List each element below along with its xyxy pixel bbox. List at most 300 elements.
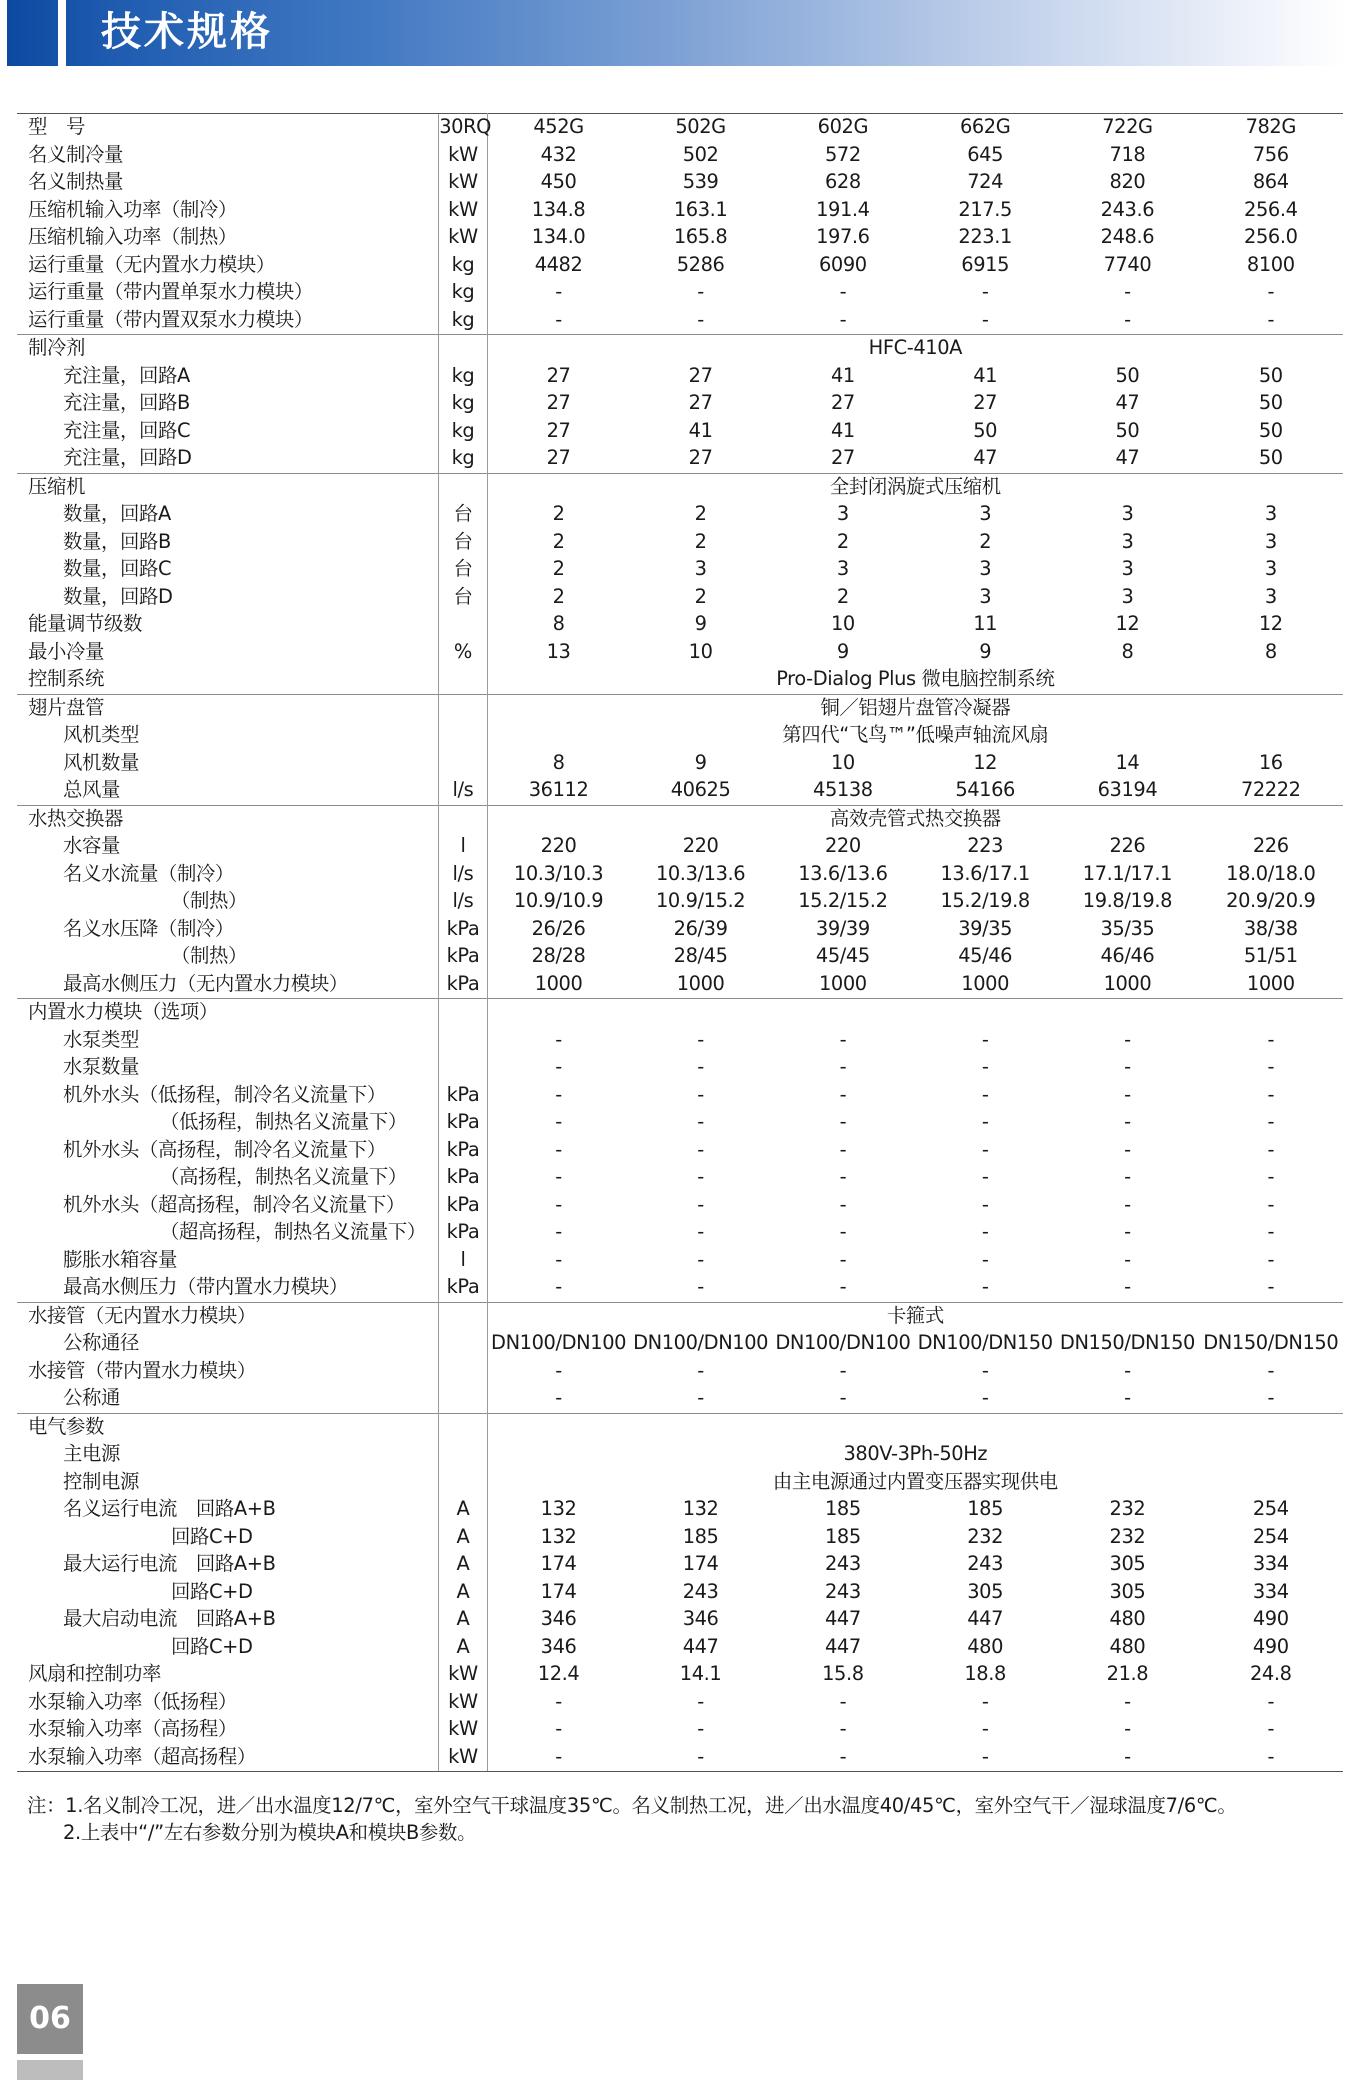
value-cell: -: [697, 1110, 704, 1134]
value-cell: 50: [1258, 363, 1283, 387]
value-cell: 10: [688, 639, 713, 663]
value-cell: 3: [979, 557, 992, 581]
value-cell: -: [555, 280, 562, 304]
value-cell: 1000: [961, 971, 1010, 995]
table-row: [17, 639, 1343, 667]
row-shared-value: 全封闭涡旋式压缩机: [487, 473, 1343, 501]
row-label: 名义制热量: [28, 170, 123, 194]
row-shared-value: 由主电源通过内置变压器实现供电: [772, 1469, 1058, 1493]
value-cell: -: [1267, 1027, 1275, 1051]
row-label: 名义制冷量: [28, 142, 123, 166]
value-cell: 18.8: [964, 1662, 1006, 1686]
value-cell: 163.1: [673, 197, 728, 221]
row-label: 风机类型: [63, 723, 139, 747]
value-cell: -: [839, 1027, 847, 1051]
value-cell: 132: [682, 1497, 719, 1521]
value-cell: -: [1124, 1165, 1131, 1189]
value-cell: -: [981, 307, 989, 331]
value-cell: -: [839, 307, 847, 331]
value-cell: -: [1267, 1110, 1275, 1134]
row-label: 风机数量: [63, 750, 139, 774]
value-cell: 185: [824, 1497, 861, 1521]
table-row: [17, 888, 1343, 916]
table-row: [17, 197, 1343, 225]
row-unit: A: [439, 1579, 487, 1607]
row-label: 主电源: [63, 1442, 120, 1466]
value-cell: -: [1267, 1055, 1275, 1079]
value-cell: 226: [1252, 834, 1289, 858]
table-row: [17, 1082, 1343, 1110]
value-cell: [1056, 1413, 1198, 1441]
table-row: [17, 1524, 1343, 1552]
table-row: [17, 1606, 1343, 1634]
row-unit: kg: [439, 363, 487, 391]
value-cell: [772, 1413, 914, 1441]
row-shared-value: HFC-410A: [487, 335, 1343, 363]
value-cell: 13.6/17.1: [940, 861, 1030, 885]
value-cell: 21.8: [1106, 1662, 1149, 1686]
value-cell: 3: [836, 557, 849, 581]
value-cell: 2: [552, 584, 565, 608]
value-cell: -: [839, 1192, 847, 1216]
table-row: [17, 1302, 1343, 1330]
row-label: 控制电源: [63, 1469, 139, 1493]
value-cell: 50: [1258, 446, 1283, 470]
value-cell: 1000: [676, 971, 725, 995]
row-label: 水接管（带内置水力模块）: [28, 1358, 256, 1382]
value-cell: 51/51: [1243, 944, 1298, 968]
value-cell: -: [981, 1689, 989, 1713]
value-cell: 2: [836, 529, 849, 553]
row-unit: kg: [439, 279, 487, 307]
value-cell: 645: [967, 142, 1004, 166]
value-cell: -: [839, 1386, 847, 1410]
row-unit: [439, 666, 487, 694]
value-cell: -: [772, 1744, 914, 1772]
row-unit: [439, 611, 487, 639]
row-label: 机外水头（高扬程，制冷名义流量下）: [63, 1137, 386, 1161]
value-cell: 248.6: [1100, 225, 1155, 249]
table-row: [17, 1219, 1343, 1247]
value-cell: 2: [552, 557, 565, 581]
value-cell: 41: [830, 363, 855, 387]
row-label: 充注量，回路A: [63, 363, 190, 387]
row-unit: kg: [439, 390, 487, 418]
row-unit: kW: [439, 1689, 487, 1717]
value-cell: -: [697, 1358, 704, 1382]
value-cell: -: [555, 1192, 562, 1216]
table-row: [17, 335, 1343, 363]
value-cell: 3: [1121, 584, 1134, 608]
value-cell: -: [839, 1247, 847, 1271]
value-cell: 50: [973, 418, 998, 442]
value-cell: 10.3/13.6: [655, 861, 746, 885]
value-cell: -: [981, 1275, 989, 1299]
value-cell: 134.8: [531, 197, 586, 221]
row-unit: [439, 1302, 487, 1330]
value-cell: 132: [540, 1497, 577, 1521]
row-label: 内置水力模块（选项）: [17, 999, 439, 1027]
value-cell: -: [981, 1082, 989, 1106]
value-cell: 3: [1264, 502, 1277, 526]
table-row: [17, 307, 1343, 335]
value-cell: 27: [546, 363, 571, 387]
row-unit: 台: [439, 584, 487, 612]
table-row: [17, 1496, 1343, 1524]
table-row: [17, 666, 1343, 694]
value-cell: 539: [682, 170, 719, 194]
value-cell: 226: [1109, 834, 1146, 858]
page-title: 技术规格: [101, 9, 273, 55]
row-unit: [439, 694, 487, 722]
row-label: （制热）: [171, 889, 247, 913]
value-cell: -: [1267, 1082, 1275, 1106]
value-cell: -: [1267, 1247, 1275, 1271]
value-cell: [1199, 999, 1343, 1027]
value-cell: 9: [694, 750, 707, 774]
value-cell: -: [839, 1082, 847, 1106]
row-shared-value: 铜／铝翅片盘管冷凝器: [487, 694, 1343, 722]
table-row: [17, 1027, 1343, 1055]
value-cell: 3: [1264, 529, 1277, 553]
value-cell: 8: [552, 612, 565, 636]
value-cell: 47: [973, 446, 998, 470]
value-cell: -: [981, 1220, 989, 1244]
value-cell: -: [981, 1358, 989, 1382]
row-label: 公称通径: [63, 1331, 139, 1355]
value-cell: 39/35: [958, 916, 1013, 940]
table-row: [17, 833, 1343, 861]
value-cell: -: [1267, 280, 1275, 304]
value-cell: 50: [1115, 418, 1140, 442]
row-unit: [439, 1413, 487, 1441]
value-cell: 26/26: [531, 916, 586, 940]
value-cell: -: [697, 1192, 704, 1216]
value-cell: 10: [830, 612, 855, 636]
value-cell: -: [839, 1055, 847, 1079]
value-cell: 2: [979, 529, 992, 553]
row-label: 最高水侧压力（无内置水力模块）: [63, 971, 348, 995]
value-cell: 24.8: [1250, 1662, 1292, 1686]
row-label: 压缩机输入功率（制热）: [28, 225, 237, 249]
value-cell: 346: [540, 1634, 577, 1658]
footnote-1: 注：1.名义制冷工况，进／出水温度12/7℃，室外空气干球温度35℃。名义制热工况，进／出水温度40/45℃，室外空气干／湿球温度7/6℃。: [27, 1794, 1237, 1817]
value-cell: 27: [688, 391, 713, 415]
value-cell: 3: [694, 557, 707, 581]
value-cell: -: [1124, 1192, 1131, 1216]
value-cell: -: [555, 1055, 562, 1079]
value-cell: -: [1124, 1717, 1131, 1741]
value-cell: -: [981, 1055, 989, 1079]
value-cell: -: [697, 1717, 704, 1741]
value-cell: 724: [967, 170, 1004, 194]
row-unit: kPa: [439, 1192, 487, 1220]
value-cell: 27: [830, 391, 855, 415]
value-cell: -: [1124, 1137, 1131, 1161]
row-unit: kPa: [439, 1137, 487, 1165]
value-cell: 46/46: [1100, 944, 1155, 968]
value-cell: 12: [1258, 612, 1283, 636]
table-row: [17, 1441, 1343, 1469]
value-cell: 8100: [1246, 252, 1295, 276]
value-cell: 47: [1115, 446, 1140, 470]
row-unit: [439, 1385, 487, 1413]
value-cell: -: [555, 307, 562, 331]
value-cell: -: [839, 1165, 847, 1189]
value-cell: -: [697, 1275, 704, 1299]
value-cell: 243: [967, 1552, 1004, 1576]
value-cell: -: [1267, 1192, 1275, 1216]
value-cell: 50: [1115, 363, 1140, 387]
table-row: [17, 501, 1343, 529]
value-cell: -: [981, 1192, 989, 1216]
model-header-row: [17, 114, 1343, 142]
row-unit: 台: [439, 529, 487, 557]
row-label: （制热）: [171, 944, 247, 968]
value-cell: 6915: [961, 252, 1010, 276]
value-cell: [629, 1413, 771, 1441]
value-cell: -: [1124, 1247, 1131, 1271]
value-cell: [487, 999, 629, 1027]
table-row: [17, 279, 1343, 307]
value-cell: 174: [540, 1552, 577, 1576]
table-row: [17, 556, 1343, 584]
value-cell: 10.9/15.2: [655, 889, 746, 913]
value-cell: 50: [1258, 418, 1283, 442]
value-cell: 15.2/19.8: [940, 889, 1030, 913]
value-cell: -: [697, 1082, 704, 1106]
table-row: [17, 694, 1343, 722]
row-unit: kPa: [439, 916, 487, 944]
value-cell: 718: [1109, 142, 1146, 166]
table-row: [17, 1247, 1343, 1275]
row-unit: %: [439, 639, 487, 667]
value-cell: DN100/DN100: [775, 1331, 911, 1355]
value-cell: 628: [824, 170, 861, 194]
row-label: 最大启动电流 回路A+B: [63, 1607, 276, 1631]
value-cell: 9: [979, 639, 992, 663]
value-cell: -: [697, 307, 704, 331]
value-cell: -: [1124, 1082, 1131, 1106]
value-cell: 11: [973, 612, 998, 636]
value-cell: 346: [540, 1607, 577, 1631]
row-label: 运行重量（无内置水力模块）: [28, 252, 275, 276]
row-unit: l/s: [439, 777, 487, 805]
value-cell: 36112: [528, 778, 589, 802]
page-tab-decoration: [17, 2060, 83, 2080]
value-cell: 217.5: [958, 197, 1012, 221]
value-cell: 1000: [534, 971, 583, 995]
table-row: [17, 1137, 1343, 1165]
value-cell: 16: [1258, 750, 1283, 774]
value-cell: 38/38: [1243, 916, 1298, 940]
row-label: 水泵数量: [63, 1055, 139, 1079]
value-cell: 27: [546, 391, 571, 415]
row-unit: kPa: [439, 1082, 487, 1110]
table-row: [17, 777, 1343, 805]
row-unit: kW: [439, 224, 487, 252]
spec-table-body: [17, 114, 1343, 1772]
value-cell: -: [555, 1165, 562, 1189]
value-cell: -: [981, 280, 989, 304]
value-cell: [487, 1413, 629, 1441]
value-cell: -: [981, 1027, 989, 1051]
model-cell: 602G: [772, 114, 914, 142]
value-cell: -: [839, 1220, 847, 1244]
table-row: [17, 805, 1343, 833]
value-cell: 45/45: [815, 944, 870, 968]
row-unit: l/s: [439, 888, 487, 916]
value-cell: 14: [1115, 750, 1140, 774]
model-label: 型 号: [17, 114, 439, 142]
row-label: 风扇和控制功率: [28, 1662, 161, 1686]
value-cell: -: [555, 1137, 562, 1161]
value-cell: 490: [1252, 1607, 1289, 1631]
row-label: 最高水侧压力（带内置水力模块）: [63, 1275, 348, 1299]
value-cell: -: [697, 280, 704, 304]
table-row: [17, 252, 1343, 280]
table-row: [17, 390, 1343, 418]
value-cell: -: [697, 1220, 704, 1244]
value-cell: 54166: [955, 778, 1015, 802]
row-label: 总风量: [63, 778, 120, 802]
row-label: 充注量，回路C: [63, 418, 191, 442]
row-shared-value: 高效壳管式热交换器: [487, 805, 1343, 833]
model-cell: 662G: [914, 114, 1056, 142]
value-cell: 243: [824, 1552, 861, 1576]
value-cell: -: [1267, 1689, 1275, 1713]
table-row: [17, 1661, 1343, 1689]
value-cell: 27: [546, 418, 571, 442]
footnotes: [27, 1792, 1236, 1846]
value-cell: 27: [688, 446, 713, 470]
row-label: 运行重量（带内置双泵水力模块）: [28, 307, 313, 331]
table-row: [17, 861, 1343, 889]
row-unit: [439, 750, 487, 778]
value-cell: 243.6: [1100, 197, 1155, 221]
row-unit: 台: [439, 556, 487, 584]
value-cell: 864: [1252, 170, 1289, 194]
model-series: 30RQ: [439, 114, 487, 142]
row-label: 电气参数: [17, 1413, 439, 1441]
value-cell: 447: [682, 1634, 719, 1658]
model-cell: 452G: [487, 114, 629, 142]
row-unit: l: [439, 833, 487, 861]
row-unit: [439, 1358, 487, 1386]
value-cell: 35/35: [1100, 916, 1155, 940]
table-row: [17, 1469, 1343, 1497]
value-cell: 254: [1252, 1524, 1289, 1548]
table-row: [17, 1413, 1343, 1441]
value-cell: -: [981, 1137, 989, 1161]
row-unit: kPa: [439, 1164, 487, 1192]
value-cell: -: [555, 1027, 562, 1051]
value-cell: -: [555, 1275, 562, 1299]
value-cell: 256.4: [1244, 197, 1298, 221]
value-cell: -: [1267, 307, 1275, 331]
value-cell: 27: [973, 391, 998, 415]
value-cell: 572: [824, 142, 861, 166]
row-label: 水泵输入功率（高扬程）: [28, 1717, 237, 1741]
value-cell: -: [839, 1358, 847, 1382]
row-unit: [439, 1441, 487, 1469]
value-cell: 12.4: [537, 1662, 580, 1686]
row-label: （超高扬程，制热名义流量下）: [160, 1220, 426, 1244]
row-label: 能量调节级数: [28, 612, 142, 636]
value-cell: 756: [1252, 142, 1289, 166]
value-cell: 10.9/10.9: [513, 889, 604, 913]
model-cell: 502G: [629, 114, 771, 142]
value-cell: 45138: [813, 778, 873, 802]
value-cell: 3: [1121, 557, 1134, 581]
value-cell: 6090: [819, 252, 867, 276]
row-shared-value: 第四代“飞鸟™”低噪声轴流风扇: [782, 723, 1049, 747]
row-label: 回路C+D: [171, 1634, 253, 1658]
value-cell: DN150/DN150: [1203, 1331, 1339, 1355]
value-cell: -: [1267, 1220, 1275, 1244]
value-cell: 3: [1264, 557, 1277, 581]
value-cell: 41: [973, 363, 998, 387]
row-label: 水泵输入功率（超高扬程）: [17, 1744, 439, 1772]
value-cell: 41: [830, 418, 855, 442]
value-cell: 132: [540, 1524, 577, 1548]
value-cell: 346: [682, 1607, 719, 1631]
row-label: 充注量，回路D: [63, 446, 192, 470]
value-cell: 447: [824, 1634, 861, 1658]
value-cell: DN100/DN100: [633, 1331, 769, 1355]
row-label: 膨胀水箱容量: [63, 1247, 177, 1271]
row-label: 水泵类型: [63, 1027, 139, 1051]
value-cell: 450: [540, 170, 577, 194]
table-row: [17, 1634, 1343, 1662]
value-cell: -: [555, 1386, 562, 1410]
row-label: 回路C+D: [171, 1524, 253, 1548]
row-unit: kg: [439, 307, 487, 335]
table-row: [17, 1164, 1343, 1192]
value-cell: 220: [682, 834, 719, 858]
value-cell: 254: [1252, 1497, 1289, 1521]
row-unit: kW: [439, 1661, 487, 1689]
row-unit: kPa: [439, 971, 487, 999]
value-cell: 243: [824, 1579, 861, 1603]
table-row: [17, 1358, 1343, 1386]
value-cell: DN100/DN100: [491, 1331, 627, 1355]
value-cell: -: [555, 1689, 562, 1713]
value-cell: -: [1056, 1744, 1198, 1772]
value-cell: 220: [824, 834, 861, 858]
row-unit: [439, 1469, 487, 1497]
value-cell: 432: [540, 142, 577, 166]
value-cell: 20.9/20.9: [1226, 889, 1316, 913]
value-cell: 2: [694, 584, 707, 608]
table-row: [17, 750, 1343, 778]
value-cell: 28/45: [673, 944, 728, 968]
value-cell: -: [555, 1110, 562, 1134]
value-cell: -: [1267, 1386, 1275, 1410]
value-cell: -: [839, 280, 847, 304]
value-cell: 185: [967, 1497, 1004, 1521]
row-label: 水热交换器: [17, 805, 439, 833]
value-cell: 63194: [1097, 778, 1158, 802]
footnote-2: 2.上表中“/”左右参数分别为模块A和模块B参数。: [63, 1821, 477, 1844]
value-cell: 1000: [819, 971, 867, 995]
value-cell: 191.4: [816, 197, 870, 221]
value-cell: [1056, 999, 1198, 1027]
table-row: [17, 1054, 1343, 1082]
value-cell: 10.3/10.3: [513, 861, 604, 885]
row-unit: kPa: [439, 1109, 487, 1137]
value-cell: 27: [546, 446, 571, 470]
